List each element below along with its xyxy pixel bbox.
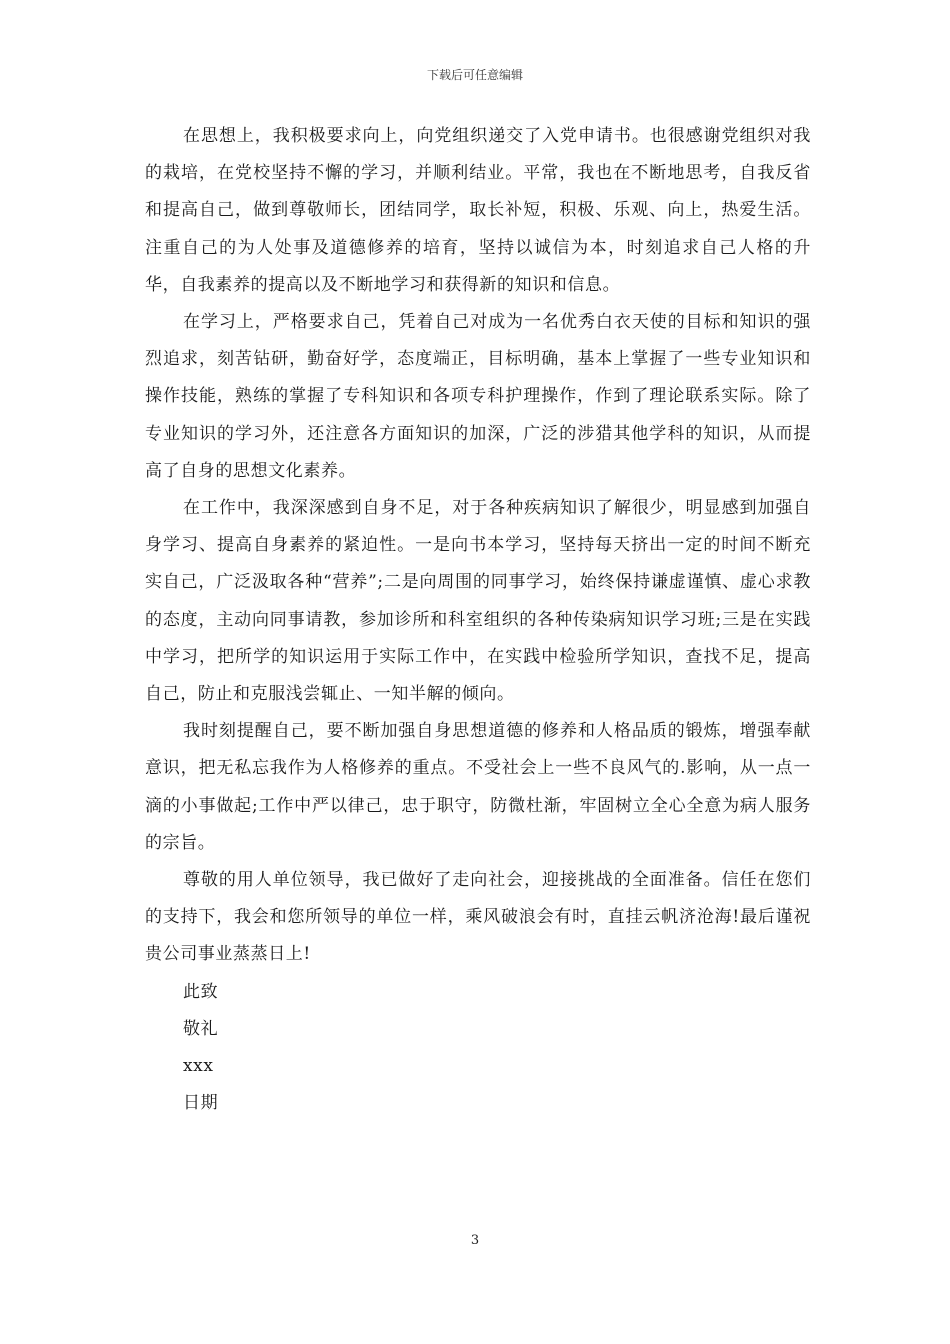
paragraph-study: 在学习上，严格要求自己，凭着自己对成为一名优秀白衣天使的目标和知识的强烈追求，刻苦钻研，勤奋好学，态度端正，目标明确，基本上掌握了一些专业知识和操作技能，熟练的掌握了专科知识和各项专科护理操作，作到了理论联系实际。除了专业知识的学习外，还注意各方面知识的加深，广泛的涉猎其他学科的知识，从而提高了自身的思想文化素养。 (145, 312, 811, 481)
paragraph-thought: 在思想上，我积极要求向上，向党组织递交了入党申请书。也很感谢党组织对我的栽培，在党校坚持不懈的学习，并顺利结业。平常，我也在不断地思考，自我反省和提高自己，做到尊敬师长，团结同学，取长补短，积极、乐观、向上，热爱生活。注重自己的为人处事及道德修养的培育，坚持以诚信为本，时刻追求自己人格的升华，自我素养的提高以及不断地学习和获得新的知识和信息。 (145, 126, 811, 295)
paragraph-conclusion: 尊敬的用人单位领导，我已做好了走向社会，迎接挑战的全面准备。信任在您们的支持下，我会和您所领导的单位一样，乘风破浪会有时，直挂云帆济沧海!最后谨祝贵公司事业蒸蒸日上! (145, 870, 811, 965)
paragraph-self-discipline: 我时刻提醒自己，要不断加强自身思想道德的修养和人格品质的锻炼，增强奉献意识，把无私忘我作为人格修养的重点。不受社会上一些不良风气的.影响，从一点一滴的小事做起;工作中严以律己，忠于职守，防微杜渐，牢固树立全心全意为病人服务的宗旨。 (145, 721, 811, 853)
paragraph-work: 在工作中，我深深感到自身不足，对于各种疾病知识了解很少，明显感到加强自身学习、提高自身素养的紧迫性。一是向书本学习，坚持每天挤出一定的时间不断充实自己，广泛汲取各种“营养”;二是向周围的同事学习，始终保持谦虚谨慎、虚心求教的态度，主动向同事请教，参加诊所和科室组织的各种传染病知识学习班;三是在实践中学习，把所学的知识运用于实际工作中，在实践中检验所学知识，查找不足，提高自己，防止和克服浅尝辄止、一知半解的倾向。 (145, 498, 811, 705)
closing-regards: 敬礼 (183, 1018, 219, 1039)
page-header: 下载后可任意编辑 (426, 68, 523, 82)
signature-date: 日期 (183, 1093, 219, 1114)
signature-name: xxx (183, 1056, 214, 1077)
page-number: 3 (470, 1233, 480, 1248)
closing-salutation: 此致 (183, 981, 219, 1002)
document-body (145, 118, 811, 1122)
